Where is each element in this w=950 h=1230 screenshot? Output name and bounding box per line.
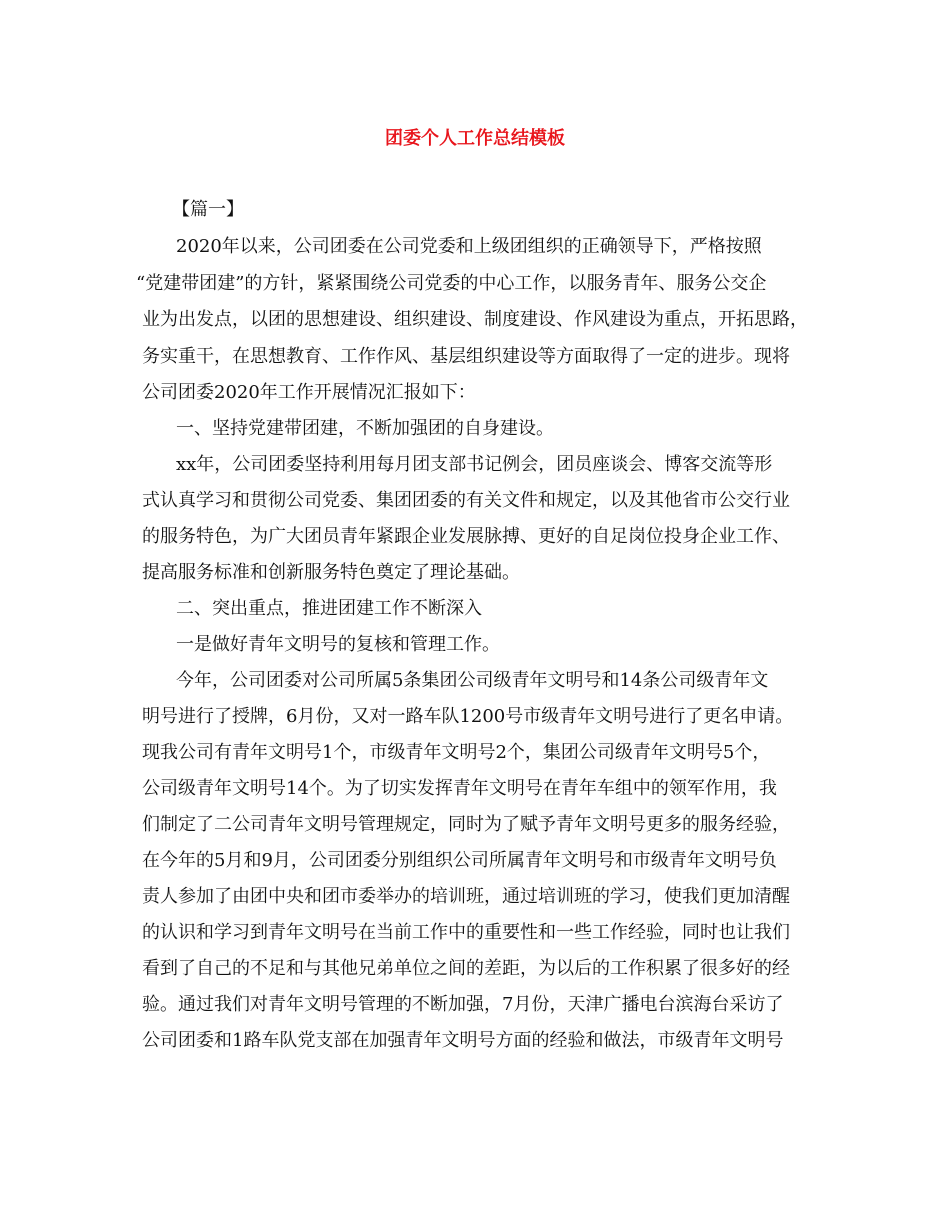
body-line: 现我公司有青年文明号1个，市级青年文明号2个，集团公司级青年文明号5个，: [142, 742, 771, 763]
document-title: 团委个人工作总结模板: [385, 128, 565, 149]
section-label: 【篇一】: [172, 199, 244, 220]
body-line: 明号进行了授牌，6月份，又对一路车队1200号市级青年文明号进行了更名申请。: [142, 706, 794, 727]
section-heading: 二、突出重点，推进团建工作不断深入: [176, 598, 482, 619]
sub-heading: 一是做好青年文明号的复核和管理工作。: [176, 634, 500, 655]
body-line: 责人参加了由团中央和团市委举办的培训班，通过培训班的学习，使我们更加清醒: [142, 886, 790, 907]
body-line: 业为出发点，以团的思想建设、组织建设、制度建设、作风建设为重点，开拓思路，: [142, 309, 808, 330]
body-line: 务实重干，在思想教育、工作作风、基层组织建设等方面取得了一定的进步。现将: [142, 346, 790, 367]
section-heading: 一、坚持党建带团建，不断加强团的自身建设。: [176, 418, 554, 439]
body-line: 们制定了二公司青年文明号管理规定，同时为了赋予青年文明号更多的服务经验，: [142, 814, 790, 835]
body-line: 的认识和学习到青年文明号在当前工作中的重要性和一些工作经验，同时也让我们: [142, 922, 790, 943]
body-line: 今年，公司团委对公司所属5条集团公司级青年文明号和14条公司级青年文: [176, 670, 769, 691]
body-line: 公司团委2020年工作开展情况汇报如下：: [142, 382, 476, 403]
body-line: xx年，公司团委坚持利用每月团支部书记例会，团员座谈会、博客交流等形: [176, 454, 773, 475]
body-line: “党建带团建”的方针，紧紧围绕公司党委的中心工作，以服务青年、服务公交企: [136, 273, 767, 294]
body-line: 提高服务标准和创新服务特色奠定了理论基础。: [142, 562, 520, 583]
body-line: 2020年以来，公司团委在公司党委和上级团组织的正确领导下，严格按照: [176, 236, 762, 257]
body-line: 在今年的5月和9月，公司团委分别组织公司所属青年文明号和市级青年文明号负: [142, 850, 777, 871]
body-line: 的服务特色，为广大团员青年紧跟企业发展脉搏、更好的自足岗位投身企业工作、: [142, 526, 790, 547]
body-line: 看到了自己的不足和与其他兄弟单位之间的差距，为以后的工作积累了很多好的经: [142, 958, 790, 979]
body-line: 公司团委和1路车队党支部在加强青年文明号方面的经验和做法，市级青年文明号: [142, 1030, 784, 1051]
body-line: 公司级青年文明号14个。为了切实发挥青年文明号在青年车组中的领军作用，我: [142, 778, 777, 799]
body-line: 式认真学习和贯彻公司党委、集团团委的有关文件和规定，以及其他省市公交行业: [142, 490, 790, 511]
body-line: 验。通过我们对青年文明号管理的不断加强，7月份，天津广播电台滨海台采访了: [142, 994, 784, 1015]
